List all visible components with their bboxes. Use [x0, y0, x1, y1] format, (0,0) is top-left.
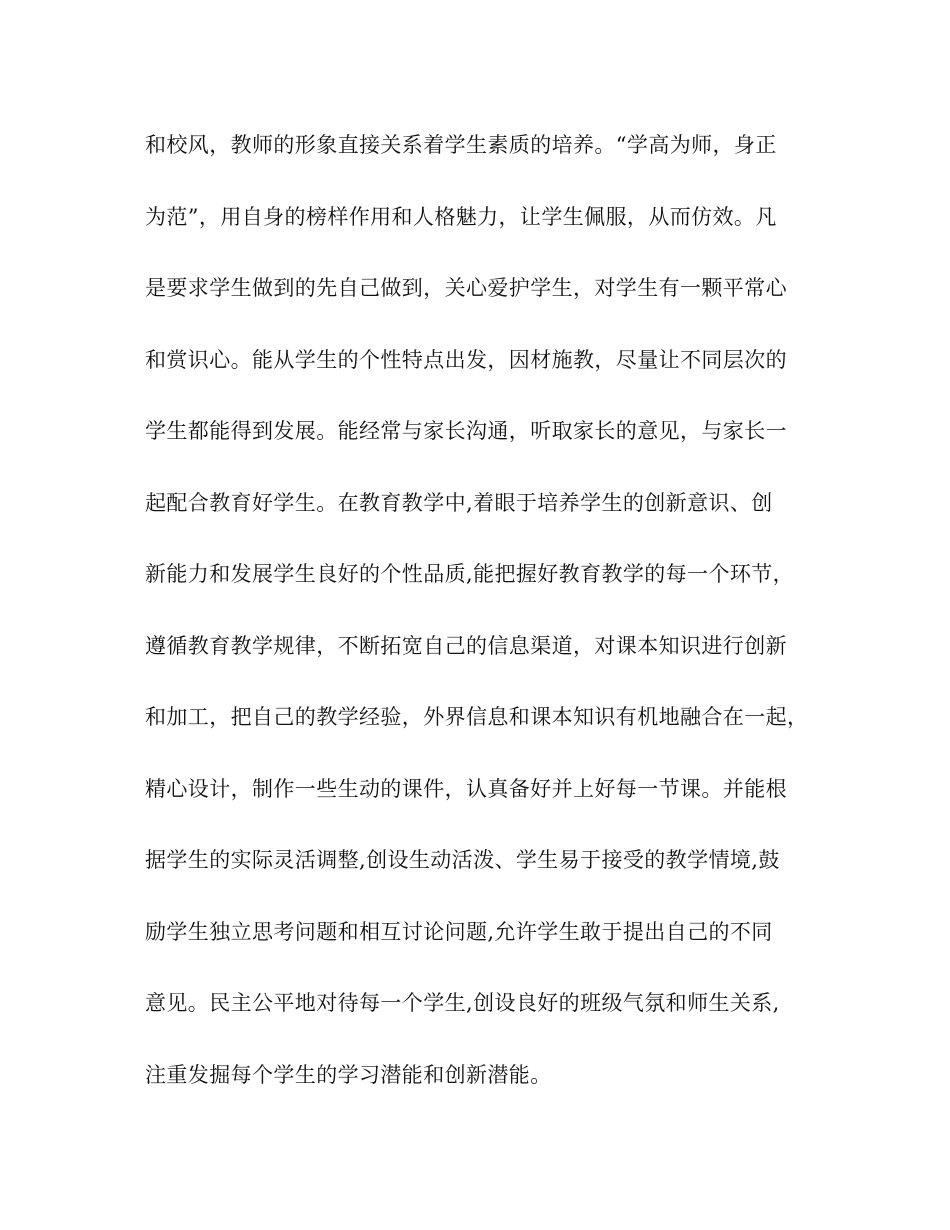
- paragraph-line: 为范”，用自身的榜样作用和人格魅力，让学生佩服，从而仿效。凡: [145, 205, 777, 229]
- paragraph-line: 和校风，教师的形象直接关系着学生素质的培养。“学高为师，身正: [145, 133, 777, 157]
- paragraph-line: 是要求学生做到的先自己做到，关心爱护学生，对学生有一颗平常心: [145, 276, 787, 300]
- paragraph-line: 和加工，把自己的教学经验，外界信息和课本知识有机地融合在一起，: [145, 705, 809, 729]
- paragraph-line: 励学生独立思考问题和相互讨论问题,允许学生敢于提出自己的不同: [145, 920, 773, 944]
- paragraph-line: 起配合教育好学生。在教育教学中,着眼于培养学生的创新意识、创: [145, 491, 773, 515]
- paragraph-line: 学生都能得到发展。能经常与家长沟通，听取家长的意见，与家长一: [145, 419, 787, 443]
- paragraph-line: 遵循教育教学规律，不断拓宽自己的信息渠道，对课本知识进行创新: [145, 634, 787, 658]
- paragraph-line: 据学生的实际灵活调整,创设生动活泼、学生易于接受的教学情境,鼓: [145, 848, 780, 872]
- paragraph-line: 注重发掘每个学生的学习潜能和创新潜能。: [145, 1063, 552, 1087]
- paragraph-line: 意见。民主公平地对待每一个学生,创设良好的班级气氛和师生关系,: [145, 991, 780, 1015]
- paragraph-line: 和赏识心。能从学生的个性特点出发，因材施教，尽量让不同层次的: [145, 348, 787, 372]
- paragraph-line: 新能力和发展学生良好的个性品质,能把握好教育教学的每一个环节，: [145, 562, 795, 586]
- paragraph-line: 精心设计，制作一些生动的课件，认真备好并上好每一节课。并能根: [145, 777, 787, 801]
